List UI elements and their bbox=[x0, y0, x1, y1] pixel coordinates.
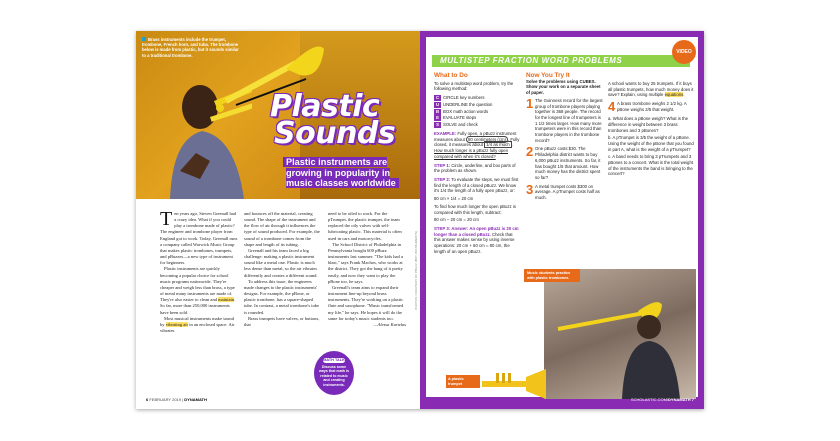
question-2: 2 One pBuzz costs $30. The Philadelphia district wants to buy 6,000 pBuzz instruments. So far, it has bought 1/5 that amount. How much money has the district spent so far? bbox=[526, 144, 601, 180]
question-4: 4 A brass trombone weighs 2 1/2 kg. A pBone weighs 2/5 that weight. bbox=[608, 99, 687, 115]
magazine-spread bbox=[136, 31, 704, 409]
question-3: 3 A metal trumpet costs $300 on average. A pTrumpet costs half as much. bbox=[526, 181, 600, 201]
section-banner: MULTISTEP FRACTION WORD PROBLEMS bbox=[432, 55, 690, 67]
questions-column-3: A school wants to buy 25 trumpets. If it buys all plastic trumpets, how much money does it save? Explain, using multiple equations. 4 A brass trombone weighs 2 1/2 kg. A pBone weighs 2/5 that weight. a. What does a pBone weigh? What is the difference in weight between 3 brass trombones and 3 pBones? b. A pTrumpet is 3/5 the weight of a pBone. Using the weight of the pBone that you found in part A, what is the weight of a pTrumpet? c. A band needs to bring 3 pTrumpets and 3 pBones to a concert. What is the total weight of the instruments the band is bringing to the concert? bbox=[608, 81, 694, 177]
article-subtitle: Plastic instruments are growing in popularity in music classes worldwide bbox=[286, 157, 396, 188]
article-title: Plastic Sounds bbox=[270, 89, 396, 151]
step-3: STEP 3: Answer: An open pBuzz is 20 cm longer than a closed pBuzz. Check that this answer makes sense by using inverse operations: 20 cm + 60 cm = 80 cm, the length of an open pBuzz. bbox=[434, 225, 519, 254]
cubes-item: S SOLVE and check bbox=[434, 121, 520, 128]
right-page bbox=[420, 31, 704, 409]
photo-caption: Music students practice with plastic trombones. bbox=[524, 269, 580, 282]
body-column-2: and bounces off the material, creating sound. The shape of the instrument and the flow of air through it influences the type of sound produced. For example, the sound of a trombone comes from the shape and length of its tubing. Greenall and his team faced a big challenge: making a plastic instrument sound like a metal one. Plastic is much less dense than metal, so the air vibrates differently and creates a different sound. To address this issue, the engineers made changes to the plastic instruments' designs. For example, the pBone, or plastic trombone, has a square-shaped tube. In contrast, a metal trombone's tube is rounded. Brass trumpets have valves, or buttons, that bbox=[244, 211, 320, 327]
what-to-do-column: What to Do To solve a multistep word problem, try the following method: C CIRCLE key numbers U UNDERLINE the question B BOX math action words E EVALUATE steps S SOLVE and check EXAMPLE: Fully open, a pBuzz instrument measures about 80 centimeters (cm) . Fully closed, it measures about 1/4 as much . How much longer is a pBuzz fully open compared with when it's closed? STEP 1: Circle, underline, and box parts of the problem as shown. STEP 2: To evaluate the steps, we must first find the length of a closed pBuzz. We know it's 1/4 the length of a fully open pBuzz, or: 80 cm × 1/4 = 20 cm To find how much longer the open pBuzz is compared with this length, subtract: 80 cm – 20 cm = 20 cm STEP 3: Answer: An open pBuzz is 20 cm longer than a closed pBuzz. Check that this answer makes sense by using inverse operations: 20 cm + 60 cm = 80 cm, the length of an open pBuzz. bbox=[434, 72, 520, 254]
student-figure bbox=[614, 309, 684, 399]
cubes-item: B BOX math action words bbox=[435, 108, 489, 114]
left-page bbox=[136, 31, 420, 409]
trumpet-icon bbox=[478, 367, 548, 403]
step-2: STEP 2: To evaluate the steps, we must first find the length of a closed pBuzz. We know it's 1/4 the length of a fully open pBuzz, or: bbox=[434, 177, 519, 194]
math-talk-badge: MATH TALK Discuss some ways that math is related to music and creating instruments. bbox=[314, 351, 354, 395]
now-you-try-it-column: Now You Try It Solve the problems using CUBES. Show your work on a separate sheet of paper. 1 The Guinness record for the largest group of trombone players playing together is 368 people. The record for the longest line of trumpeters is 1 1/2 times larger. How many more trumpeters were in this record than trombone players in the trombone record? 2 One pBuzz costs $30. The Philadelphia district wants to buy 6,000 pBuzz instruments. So far, it has bought 1/5 that amount. How much money has the district spent so far? 3 A metal trumpet costs $300 on average. A pTrumpet costs half as much. bbox=[526, 72, 603, 201]
students-photo bbox=[527, 269, 696, 399]
photo-credit: PHOTOS: COURTESY OF PBUZZ (BOY, INSTRUMENTS) bbox=[414, 231, 418, 310]
cubes-item: C CIRCLE key numbers bbox=[435, 95, 485, 101]
example: EXAMPLE: Fully open, a pBuzz instrument measures about 80 centimeters (cm) . Fully closed, it measures about 1/4 as much . How much longer is a pBuzz fully open compared with when it's closed? bbox=[434, 131, 520, 159]
cubes-list bbox=[434, 95, 520, 128]
body-column-3: need to be oiled to work. For the pTrumpet, the plastic trumpet, the team replaced the oily valves with self-lubricating plastic. This material is often used in cars and motorcycles. The School District of Philadelphia in Pennsylvania bought 600 pBuzz instruments last summer. "The kids had a blast," says Frank Machos, who works at the district. They got the hang of it pretty easily, and now they want to play the pBone too, he says. Greenall's team aims to expand their instrument line-up beyond brass instruments. They're working on a plastic flute and saxophone. "Music transformed my life," he says. He hopes it will do the same for today's music students too. —Alessa Kurtzlas bbox=[328, 211, 406, 327]
body-column-1: Ten years ago, Steven Greenall had a crazy idea. What if you could play a trombone made of plastic? The engineer and trombone player from England got to work. Today, Greenall runs a company called Warwick Music Group that makes plastic trombones, trumpets, and pBuzzes—a new type of instrument for beginners. Plastic instruments are quickly becoming a popular choice for school music programs nationwide. They're cheaper and weigh less than brass, a type of metal many instruments are made of. They're also easier to clean and maintain. So far, more than 250,000 instruments have been sold. Most musical instruments make sound by vibrating air in an enclosed space. Air vibrates bbox=[160, 208, 238, 333]
plastic-trumpet-tag: A plastic trumpet bbox=[446, 375, 480, 388]
hero-caption: Brass instruments include the trumpet, trombone, French horn, and tuba. The trombone below is made from plastic, but it sounds similar to a traditional trombone. bbox=[142, 37, 239, 58]
question-1: 1 The Guinness record for the largest group of trombone players playing together is 368 people. The record for the longest line of trumpeters is 1 1/2 times larger. How many more trumpeters were in this record than trombone players in the trombone record? bbox=[526, 95, 603, 143]
cubes-item: U UNDERLINE the question bbox=[435, 102, 493, 107]
left-footer: 6 FEBRUARY 2019 | DYNAMATH bbox=[146, 397, 207, 402]
right-footer: SCHOLASTIC.COM/DYNAMATH 7 bbox=[630, 397, 694, 402]
video-badge[interactable]: VIDEO bbox=[672, 40, 696, 64]
step-1: STEP 1: Circle, underline, and box parts of the problem as shown. bbox=[434, 162, 516, 174]
hero-photo bbox=[136, 31, 420, 199]
cubes-item: E EVALUATE steps bbox=[434, 115, 520, 122]
article-body bbox=[160, 208, 410, 334]
